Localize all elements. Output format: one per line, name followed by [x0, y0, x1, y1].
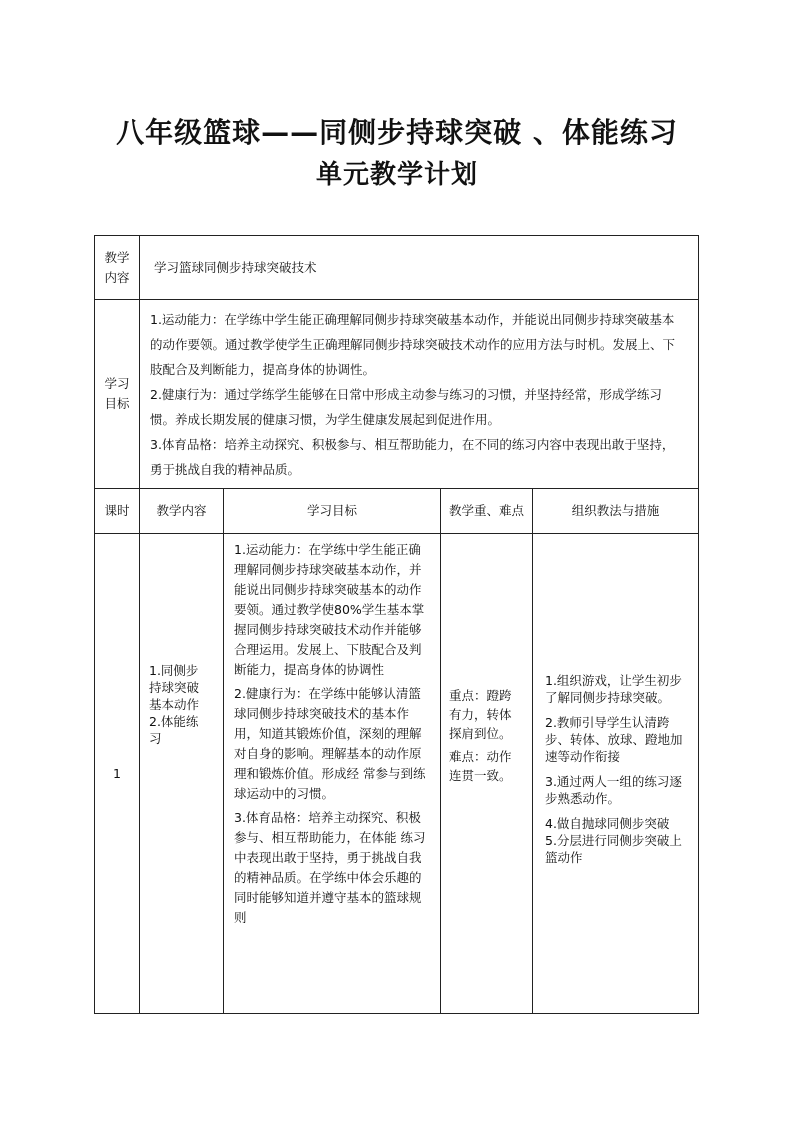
title-line-2: 单元教学计划	[315, 160, 478, 190]
header-key: 教学重、难点	[441, 489, 533, 534]
title-line-1: 八年级篮球——同侧步持球突破 、体能练习	[116, 116, 678, 149]
document-title	[0, 112, 794, 196]
goal-item: 3.体育品格：培养主动探究、积极参与、相互帮助能力，在不同的练习内容中表现出敢于坚持，勇于挑战自我的精神品质。	[150, 436, 675, 477]
lesson-goal-item: 2.健康行为：在学练中能够认清篮球同侧步持球突破技术的基本作用，知道其锻炼价值，深刻的理解对自身的影响。理解基本的动作原理和锻炼价值。形成经 常参与到练球运动中的习惯。	[234, 686, 426, 801]
goal-label: 学习 目标	[95, 300, 140, 489]
goal-row	[95, 300, 699, 489]
lesson-goals	[224, 534, 441, 1014]
method-item: 4.做自抛球同侧步突破 5.分层进行同侧步突破上篮动作	[545, 816, 682, 865]
lesson-row	[95, 534, 699, 1014]
lesson-key-points	[441, 534, 533, 1014]
key-point-item: 重点：蹬跨有力，转体探肩到位。	[449, 688, 512, 741]
lesson-goal-item: 3.体育品格：培养主动探究、积极参与、相互帮助能力，在体能 练习中表现出敢于坚持，勇于挑战自我的精神品质。在学练中体会乐趣的同时能够知道并遵守基本的篮球规则	[234, 810, 426, 925]
lesson-goal-item: 1.运动能力：在学练中学生能正确理解同侧步持球突破基本动作，并能说出同侧步持球突破基本的动作要领。通过教学使80%学生基本掌握同侧步持球突破技术动作并能够合理运用。发展上、下肢配合及判断能力，提高身体的协调性	[234, 542, 425, 677]
goal-item: 1.运动能力：在学练中学生能正确理解同侧步持球突破基本动作，并能说出同侧步持球突破基本的动作要领。通过教学使学生正确理解同侧步持球突破技术动作的应用方法与时机。发展上、下肢配合及判断能力，提高身体的协调性。	[150, 311, 676, 377]
lesson-methods	[533, 534, 699, 1014]
lesson-number: 1	[95, 534, 140, 1014]
method-item: 1.组织游戏，让学生初步了解同侧步持球突破。	[545, 673, 682, 705]
content-label: 教学 内容	[95, 236, 140, 300]
header-methods: 组织教法与措施	[533, 489, 699, 534]
goal-text	[140, 300, 699, 489]
header-content: 教学内容	[140, 489, 224, 534]
header-row	[95, 489, 699, 534]
header-goals: 学习目标	[224, 489, 441, 534]
goal-item: 2.健康行为：通过学练学生能够在日常中形成主动参与练习的习惯，并坚持经常，形成学练习惯。养成长期发展的健康习惯，为学生健康发展起到促进作用。	[150, 386, 662, 427]
content-value: 学习篮球同侧步持球突破技术	[140, 236, 699, 300]
unit-plan-table	[94, 235, 699, 1014]
content-row	[95, 236, 699, 300]
method-item: 2.教师引导学生认清跨步、转体、放球、蹬地加速等动作衔接	[545, 715, 683, 764]
method-item: 3.通过两人一组的练习逐步熟悉动作。	[545, 774, 682, 806]
header-lesson: 课时	[95, 489, 140, 534]
key-point-item: 难点：动作连贯一致。	[449, 749, 512, 783]
lesson-content: 1.同侧步 持球突破 基本动作 2.体能练 习	[140, 534, 224, 1014]
